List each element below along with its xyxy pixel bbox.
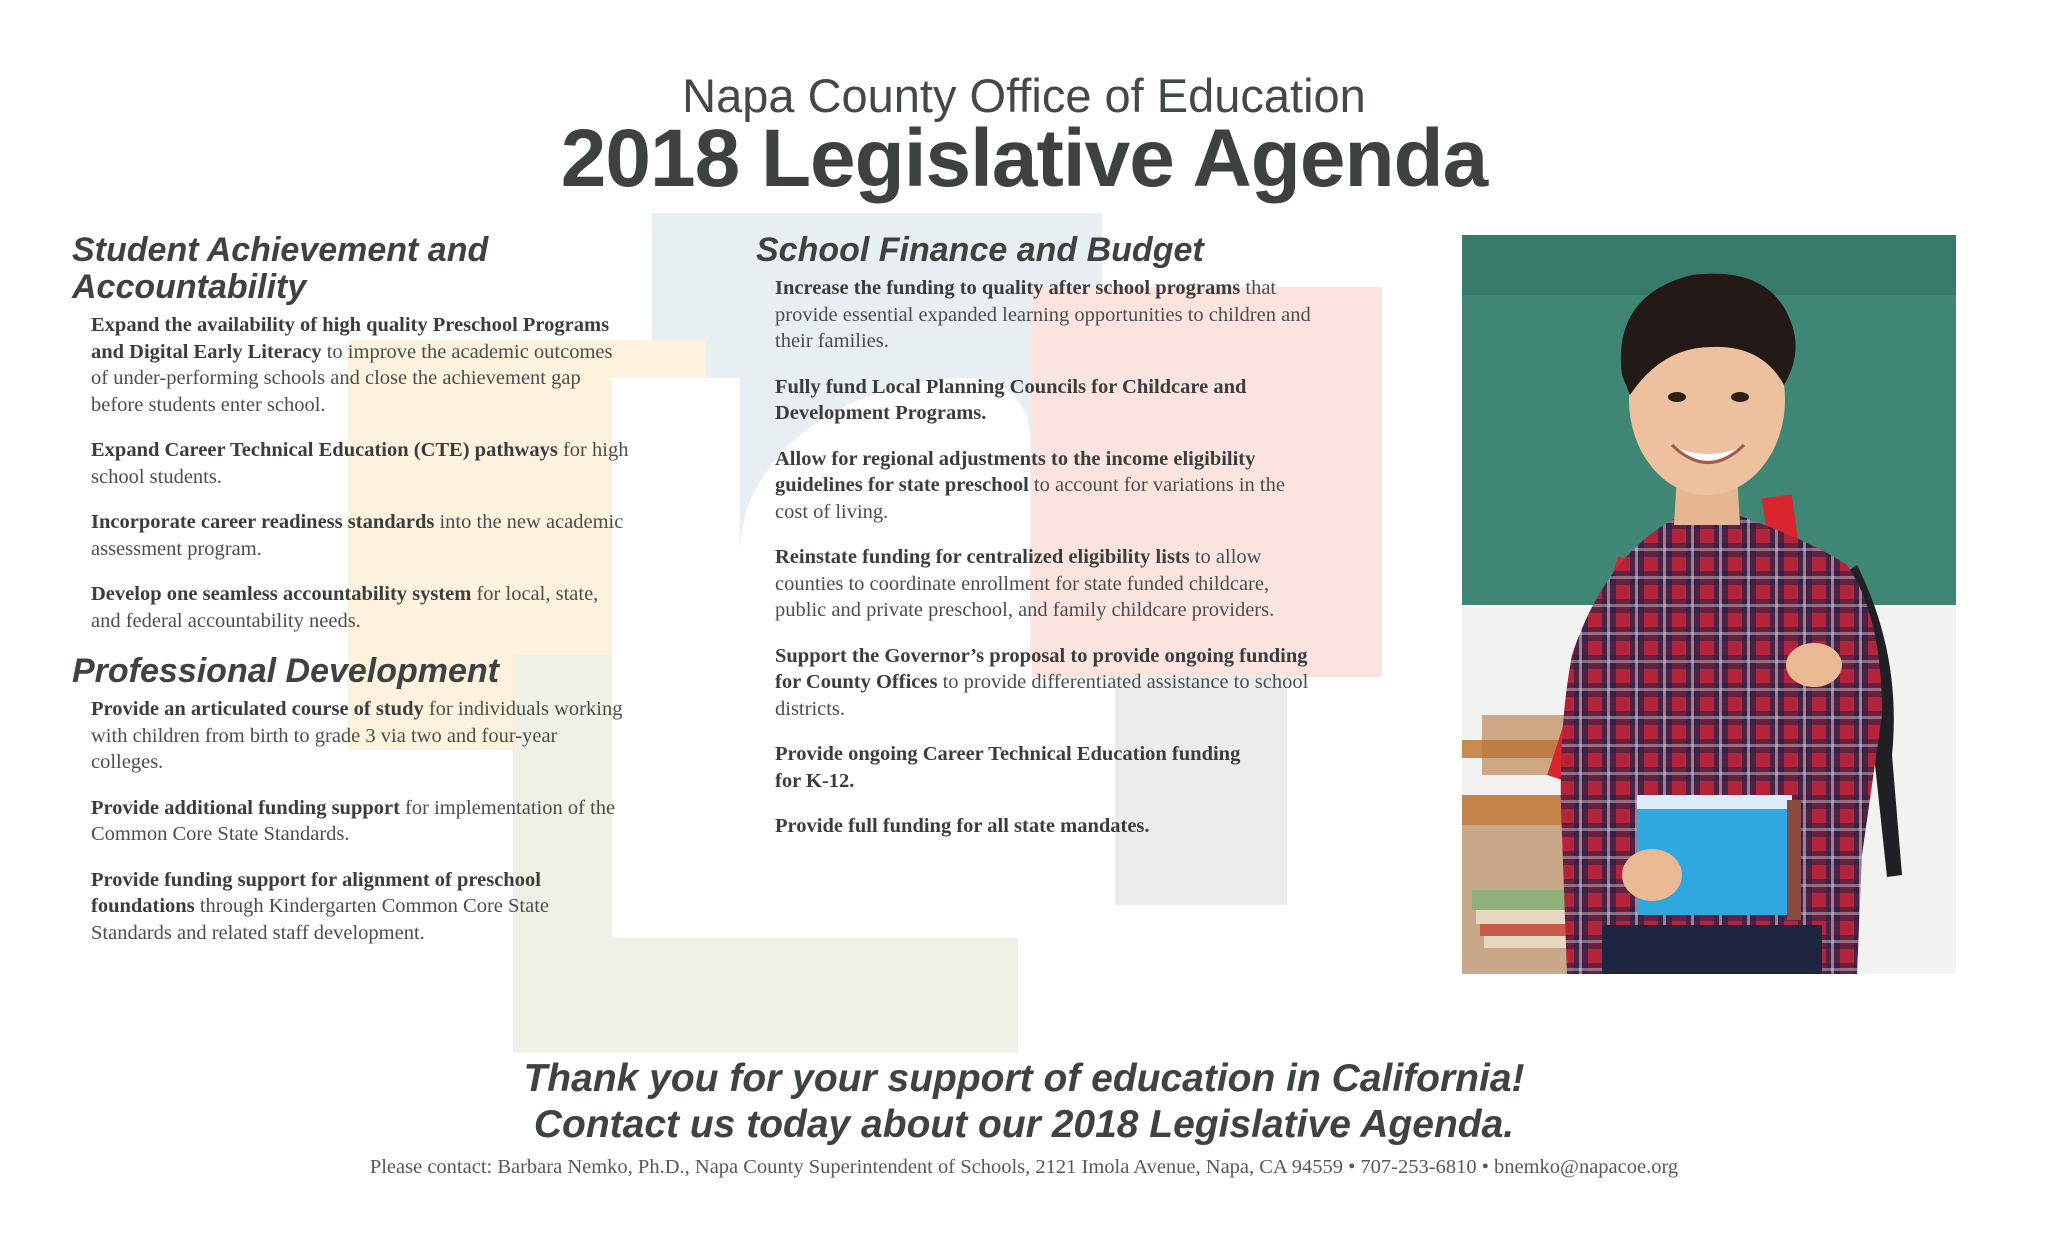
list-item: Reinstate funding for centralized eligibility lists to allow counties to coordinate enrollment for state funded childcare, public and private preschool, and family childcare providers. bbox=[775, 546, 1275, 621]
list-item: Increase the funding to quality after school programs that provide essential expanded learning opportunities to children and their families. bbox=[775, 277, 1311, 352]
middle-column bbox=[756, 232, 1316, 859]
contact-info: Please contact: Barbara Nemko, Ph.D., Napa County Superintendent of Schools, 2121 Imola Avenue, Napa, CA 94559 • 707-253-6810 • bnemko@napacoe.org bbox=[369, 1156, 1679, 1178]
student-photo bbox=[1462, 235, 1956, 974]
list-item: Fully fund Local Planning Councils for Childcare and Development Programs. bbox=[775, 375, 1247, 424]
list-item: Expand the availability of high quality Preschool Programs and Digital Early Literacy to improve the academic outcomes of under-performing schools and close the achievement gap before students enter school. bbox=[91, 314, 613, 416]
section-title-professional-development: Professional Development bbox=[72, 652, 500, 690]
list-item: Develop one seamless accountability system for local, state, and federal accountability needs. bbox=[91, 583, 599, 632]
list-item: Expand Career Technical Education (CTE) pathways for high school students. bbox=[91, 439, 629, 488]
list-item: Provide ongoing Career Technical Education funding for K-12. bbox=[775, 743, 1241, 792]
contact-us-message: Contact us today about our 2018 Legislative Agenda. bbox=[533, 1103, 1515, 1146]
list-item: Provide additional funding support for implementation of the Common Core State Standards. bbox=[91, 796, 616, 845]
list-item: Support the Governor’s proposal to provide ongoing funding for County Offices to provide differentiated assistance to school districts. bbox=[775, 644, 1309, 720]
list-item: Incorporate career readiness standards into the new academic assessment program. bbox=[91, 511, 624, 560]
list-item: Allow for regional adjustments to the income eligibility guidelines for state preschool to account for variations in the cost of living. bbox=[775, 447, 1285, 523]
list-item: Provide funding support for alignment of preschool foundations through Kindergarten Common Core State Standards and related staff development. bbox=[91, 868, 550, 944]
organization-name: Napa County Office of Education bbox=[682, 69, 1366, 122]
thank-you-message: Thank you for your support of education in California! bbox=[523, 1057, 1525, 1100]
section-title-student-achievement: Student Achievement and Accountability bbox=[72, 231, 489, 306]
section-title-school-finance: School Finance and Budget bbox=[756, 231, 1204, 269]
page-title: 2018 Legislative Agenda bbox=[560, 113, 1488, 204]
list-item: Provide full funding for all state mandates. bbox=[775, 815, 1150, 837]
left-column bbox=[72, 232, 632, 965]
list-item: Provide an articulated course of study for individuals working with children from birth to grade 3 via two and four-year colleges. bbox=[91, 698, 623, 773]
